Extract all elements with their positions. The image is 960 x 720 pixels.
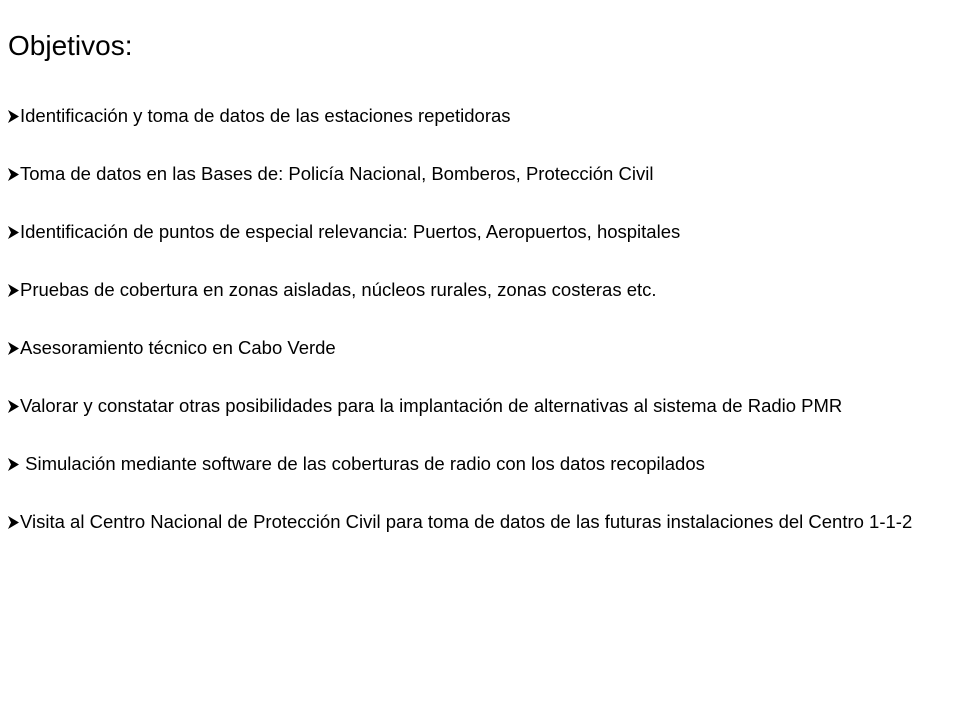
arrowhead-bullet-icon: [8, 226, 19, 239]
arrowhead-bullet-icon: [8, 284, 19, 297]
bullet-text: Visita al Centro Nacional de Protección Civil para toma de datos de las futuras instalaciones del Centro 1-1-2: [20, 511, 913, 532]
bullet-text: Pruebas de cobertura en zonas aisladas, núcleos rurales, zonas costeras etc.: [20, 279, 657, 300]
list-item: [8, 510, 938, 534]
list-item: [8, 394, 938, 418]
slide-title: Objetivos:: [8, 30, 133, 61]
arrowhead-bullet-icon: [8, 516, 19, 529]
arrowhead-bullet-icon: [8, 168, 19, 181]
list-item: [8, 162, 938, 186]
arrowhead-bullet-icon: [8, 110, 19, 123]
list-item: [8, 336, 938, 360]
list-item: [8, 278, 938, 302]
bullet-text: Identificación y toma de datos de las estaciones repetidoras: [20, 105, 511, 126]
arrowhead-bullet-icon: [8, 400, 19, 413]
objectives-list: [8, 104, 938, 568]
bullet-text: Simulación mediante software de las coberturas de radio con los datos recopilados: [20, 453, 705, 474]
arrowhead-bullet-icon: [8, 458, 19, 471]
list-item: [8, 452, 938, 476]
bullet-text: Asesoramiento técnico en Cabo Verde: [20, 337, 336, 358]
bullet-text: Valorar y constatar otras posibilidades para la implantación de alternativas al sistema de Radio PMR: [20, 395, 843, 416]
list-item: [8, 220, 938, 244]
bullet-text: Toma de datos en las Bases de: Policía Nacional, Bomberos, Protección Civil: [20, 163, 654, 184]
list-item: [8, 104, 938, 128]
arrowhead-bullet-icon: [8, 342, 19, 355]
bullet-text: Identificación de puntos de especial relevancia: Puertos, Aeropuertos, hospitales: [20, 221, 681, 242]
